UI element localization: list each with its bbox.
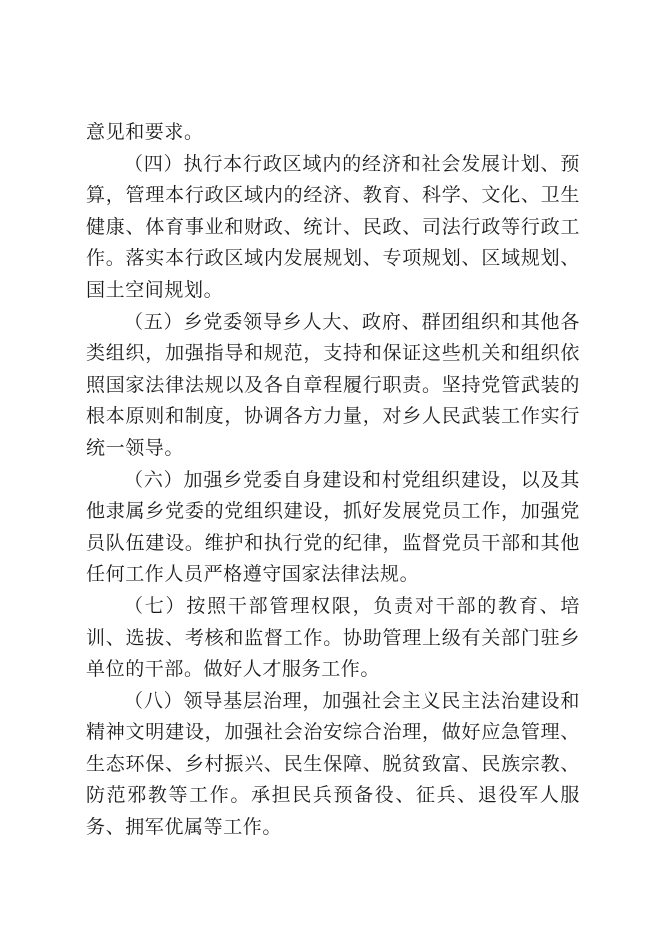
paragraph-continuation: 意见和要求。 <box>86 121 204 143</box>
paragraph-item-6: （六）加强乡党委自身建设和村党组织建设，以及其他隶属乡党委的党组织建设，抓好发展党员工作，加强党员队伍建设。维护和执行党的纪律，监督党员干部和其他任何工作人员严格遵守国家法律法规。 <box>86 468 580 586</box>
document-body <box>86 117 580 844</box>
paragraph-item-5: （五）乡党委领导乡人大、政府、群团组织和其他各类组织，加强指导和规范，支持和保证这些机关和组织依照国家法律法规以及各自章程履行职责。坚持党管武装的根本原则和制度，协调各方力量，对乡人民武装工作实行统一领导。 <box>86 310 580 459</box>
paragraph-item-7: （七）按照干部管理权限，负责对干部的教育、培训、选拔、考核和监督工作。协助管理上级有关部门驻乡单位的干部。做好人才服务工作。 <box>86 594 580 681</box>
paragraph-item-4: （四）执行本行政区域内的经济和社会发展计划、预算，管理本行政区域内的经济、教育、科学、文化、卫生健康、体育事业和财政、统计、民政、司法行政等行政工作。落实本行政区域内发展规划、专项规划、区域规划、国土空间规划。 <box>86 152 580 301</box>
paragraph-item-8: （八）领导基层治理，加强社会主义民主法治建设和精神文明建设，加强社会治安综合治理，做好应急管理、生态环保、乡村振兴、民生保障、脱贫致富、民族宗教、防范邪教等工作。承担民兵预备役、征兵、退役军人服务、拥军优属等工作。 <box>86 689 580 839</box>
